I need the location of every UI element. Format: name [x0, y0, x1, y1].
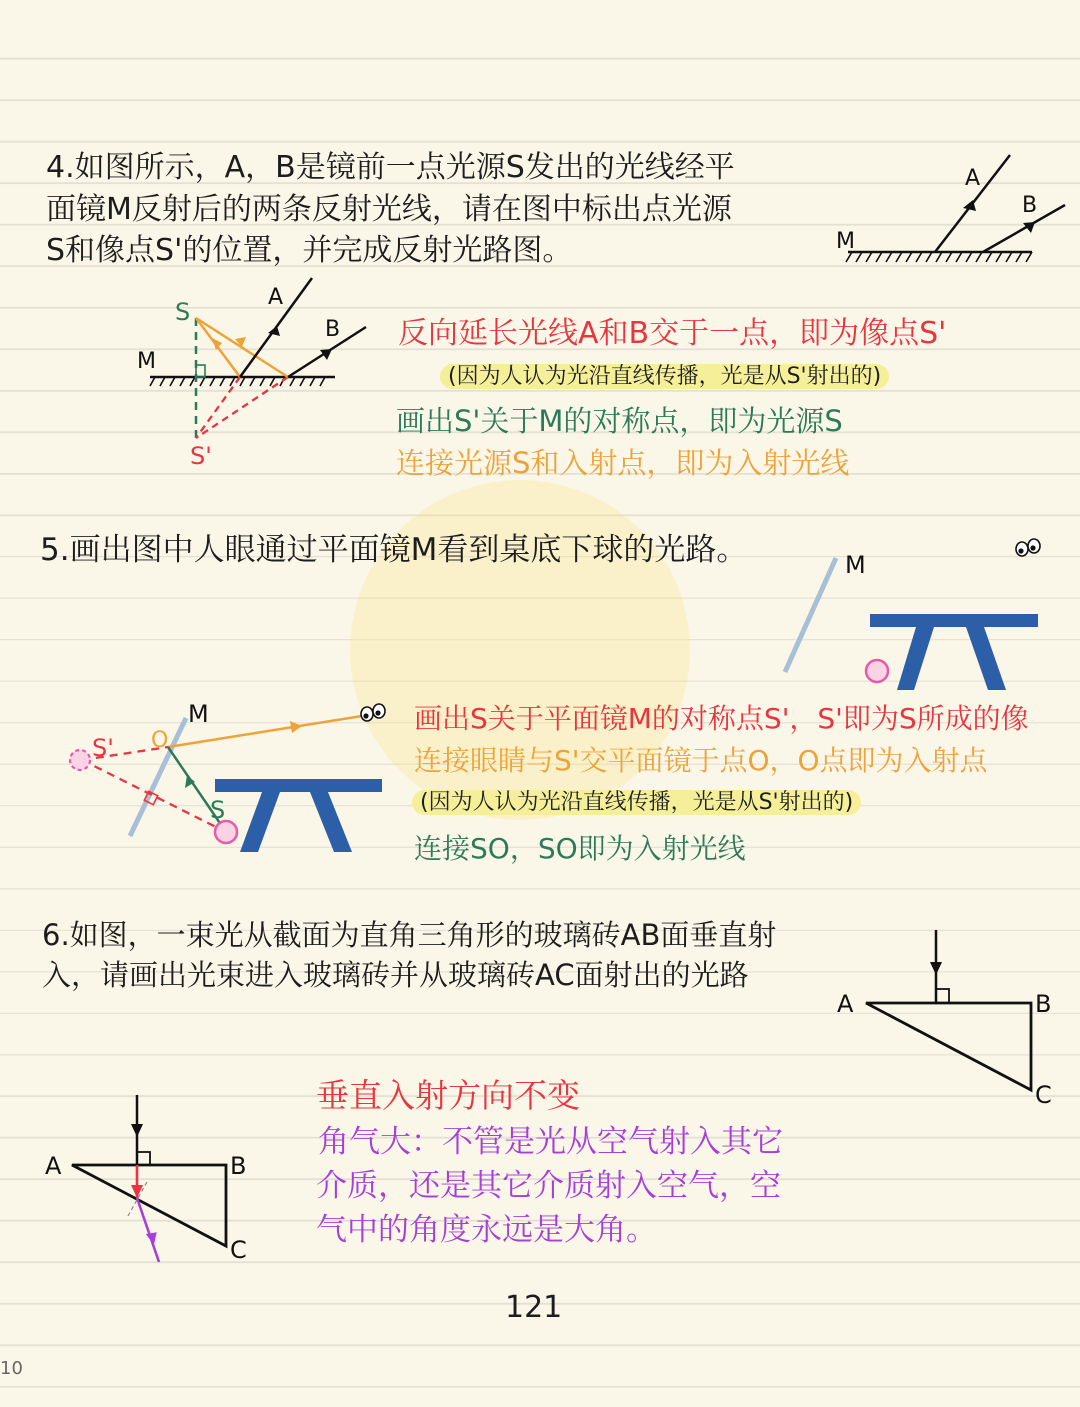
q6-question-line-2: 入，请画出光束进入玻璃砖并从玻璃砖AC面射出的光路 — [42, 958, 749, 992]
q6-label-c: C — [1035, 1081, 1052, 1109]
q5-answer-label-m: M — [188, 700, 209, 728]
q4-question-line-1: 4.如图所示，A，B是镜前一点光源S发出的光线经平 — [46, 150, 735, 185]
q6-label-a: A — [837, 990, 854, 1018]
q5-question-figure — [785, 539, 1040, 690]
q6-answer-line-2: 角气大：不管是光从空气射入其它 — [318, 1124, 783, 1160]
q4-question-line-3: S和像点S'的位置，并完成反射光路图。 — [46, 233, 573, 268]
corner-fragment: 10 — [0, 1358, 23, 1379]
q6-answer-label-a: A — [45, 1152, 62, 1180]
q6-answer-line-4: 气中的角度永远是大角。 — [316, 1212, 657, 1248]
q6-answer-label-c: C — [230, 1236, 247, 1264]
q4-answer-line-1: 反向延长光线A和B交于一点，即为像点S' — [398, 316, 947, 351]
q5-answer-line-2: 连接眼睛与S'交平面镜于点O，O点即为入射点 — [414, 744, 988, 777]
q4-question-figure — [836, 155, 1065, 262]
q6-answer-label-b: B — [230, 1152, 247, 1180]
eyes-icon — [361, 704, 385, 721]
q5-question: 5.画出图中人眼通过平面镜M看到桌底下球的光路。 — [40, 532, 748, 568]
q6-answer-line-1: 垂直入射方向不变 — [316, 1076, 580, 1115]
q6-question-line-1: 6.如图，一束光从截面为直角三角形的玻璃砖AB面垂直射 — [42, 918, 777, 952]
q4-label-b: B — [1022, 193, 1038, 218]
q4-question-line-2: 面镜M反射后的两条反射光线，请在图中标出点光源 — [46, 192, 732, 227]
q4-label-m: M — [836, 229, 855, 254]
q4-answer-figure — [137, 278, 366, 470]
q5-answer-line-1: 画出S关于平面镜M的对称点S'，S'即为S所成的像 — [414, 702, 1029, 735]
q5-answer-figure — [70, 700, 385, 852]
q5-answer-note: (因为人认为光沿直线传播，光是从S'射出的) — [412, 790, 861, 815]
q6-label-b: B — [1035, 990, 1052, 1018]
q4-label-a: A — [965, 166, 981, 191]
q6-question-figure — [837, 930, 1052, 1109]
q5-answer-label-s: S — [210, 796, 226, 824]
q6-answer-figure — [45, 1095, 247, 1264]
q5-answer-label-o: O — [151, 728, 169, 753]
q4-answer-label-b: B — [325, 317, 341, 342]
q4-answer-label-a: A — [268, 285, 284, 310]
q4-answer-note: (因为人认为光沿直线传播，光是从S'射出的) — [440, 364, 889, 389]
q5-answer-line-4: 连接SO，SO即为入射光线 — [414, 832, 746, 865]
q5-label-m: M — [845, 551, 866, 579]
q4-answer-label-m: M — [137, 349, 156, 374]
q4-answer-label-s-prime: S' — [190, 442, 212, 470]
q4-answer-line-3: 画出S'关于M的对称点，即为光源S — [396, 404, 843, 438]
page-number: 121 — [505, 1290, 563, 1325]
q4-answer-line-4: 连接光源S和入射点，即为入射光线 — [396, 446, 850, 480]
q5-answer-label-s-prime: S' — [92, 734, 114, 762]
q4-answer-label-s: S — [175, 298, 191, 326]
eyes-icon — [1016, 539, 1040, 556]
q6-answer-line-3: 介质，还是其它介质射入空气，空 — [316, 1168, 781, 1204]
